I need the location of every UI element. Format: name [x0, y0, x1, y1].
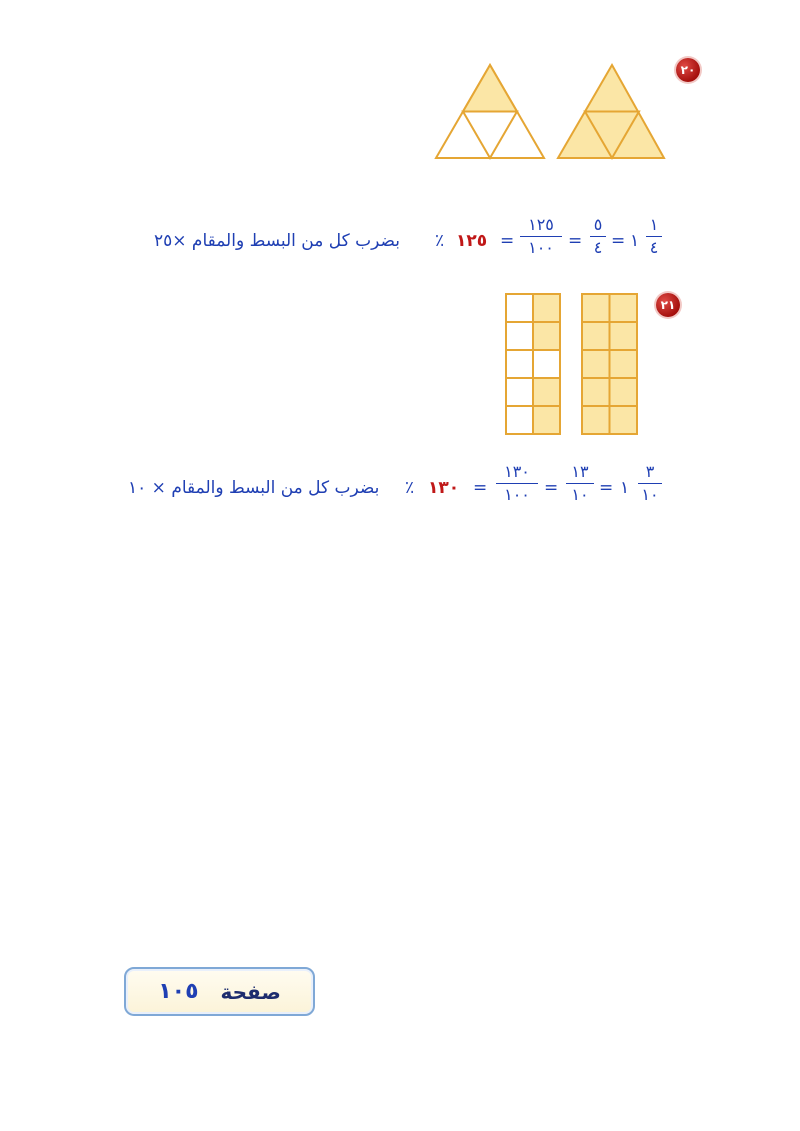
equals-sign: =	[544, 478, 559, 498]
numerator: ١	[649, 215, 659, 234]
denominator: ١٠	[641, 485, 659, 504]
page-label: صفحة	[220, 979, 281, 1004]
mixed-fraction	[646, 216, 662, 257]
percent-sign: ٪	[435, 231, 445, 251]
numerator: ١٣	[571, 462, 589, 481]
problem-number-badge: ٢٠	[676, 58, 700, 82]
improper-fraction	[590, 216, 606, 257]
equals-sign: =	[473, 478, 488, 498]
page-number-box	[124, 967, 315, 1016]
fully-shaded-grid	[582, 294, 637, 434]
denominator: ١٠	[571, 485, 589, 504]
fully-shaded-triangle	[558, 65, 664, 158]
equals-sign: =	[568, 231, 583, 251]
mixed-whole: ١	[630, 231, 640, 251]
triangle-shapes	[430, 62, 670, 162]
fraction-hundredths	[496, 463, 538, 504]
percent-answer: ١٣٠	[428, 478, 460, 498]
improper-fraction	[566, 463, 594, 504]
denominator: ٤	[649, 238, 659, 257]
percent-answer: ١٢٥	[456, 231, 488, 251]
denominator: ٤	[593, 238, 603, 257]
equals-sign: =	[611, 231, 626, 251]
page-number: ١٠٥	[158, 979, 199, 1004]
numerator: ٥	[593, 215, 603, 234]
numerator: ٣	[645, 462, 655, 481]
percent-sign: ٪	[405, 478, 415, 498]
numerator: ١٣٠	[504, 462, 530, 481]
partially-shaded-grid	[506, 294, 560, 434]
grid-shapes	[500, 290, 645, 438]
explanation-note: بضرب كل من البسط والمقام ×٢٥	[154, 231, 400, 251]
equals-sign: =	[599, 478, 614, 498]
mixed-whole: ١	[620, 478, 630, 498]
partially-shaded-triangle	[436, 65, 544, 158]
mixed-fraction	[638, 463, 662, 504]
denominator: ١٠٠	[528, 238, 554, 257]
numerator: ١٢٥	[528, 215, 554, 234]
problem-number-badge: ٢١	[656, 293, 680, 317]
explanation-note: بضرب كل من البسط والمقام × ١٠	[128, 478, 380, 498]
fraction-hundredths	[520, 216, 562, 257]
equals-sign: =	[500, 231, 515, 251]
denominator: ١٠٠	[504, 485, 530, 504]
